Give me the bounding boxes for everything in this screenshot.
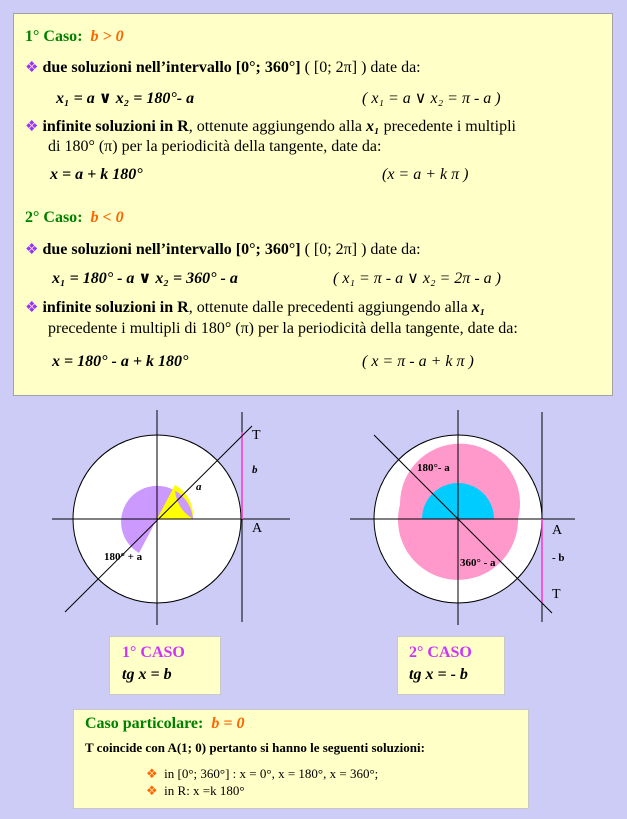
- case2-heading: [25, 209, 124, 227]
- special-item1: [146, 766, 378, 782]
- case1-condition: b > 0: [90, 28, 124, 45]
- caption1-box: [109, 636, 221, 695]
- special-item2-text: in R: x =k 180°: [164, 783, 245, 798]
- caption2-formula: tg x = - b: [409, 666, 468, 683]
- case2-condition: b < 0: [90, 209, 124, 226]
- special-item1-text: in [0°; 360°] : x = 0°, x = 180°, x = 360°;: [164, 766, 379, 781]
- case1-formula2: x = a + k 180°: [50, 166, 143, 183]
- case2-formula2: x = 180° - a + k 180°: [52, 353, 189, 370]
- diagram1-label-T: T: [252, 428, 261, 443]
- case1-bullet2: [25, 117, 516, 136]
- special-case-box: [73, 709, 529, 809]
- diagram2-label-minus-b: - b: [552, 552, 565, 564]
- case2-formula2-alt: ( x = π - a + k π ): [362, 353, 474, 370]
- diamond-bullet-icon: ❖: [25, 242, 39, 258]
- special-text: T coincide con A(1; 0) pertanto si hanno le seguenti soluzioni:: [85, 740, 425, 755]
- case1-bullet2-bold-a: infinite soluzioni in R: [42, 118, 189, 135]
- diagram2-label-360a: 360° - a: [460, 557, 496, 569]
- case1-bullet1: [25, 58, 421, 77]
- diamond-bullet-icon: ❖: [146, 783, 158, 798]
- case1-bullet2-bold-b: x₁: [365, 118, 380, 135]
- diagram2-label-T: T: [552, 587, 561, 602]
- case1-formula1-alt: ( x₁ = a ∨ x₂ = π - a ): [362, 90, 501, 107]
- case2-title: 2° Caso: [25, 209, 78, 226]
- diagram2-label-180a: 180°- a: [417, 462, 450, 474]
- diagram1-label-180a: 180° + a: [104, 551, 143, 563]
- caption2-title: 2° CASO: [409, 644, 472, 661]
- case1-bullet2-line2: di 180° (π) per la periodicità della tangente, date da:: [48, 138, 382, 155]
- case1-bullet2-rest-b: precedente i multipli: [379, 118, 516, 135]
- case2-formula1-alt: ( x₁ = π - a ∨ x₂ = 2π - a ): [333, 270, 501, 287]
- case2-title-sep: :: [77, 209, 83, 226]
- special-heading: [85, 715, 244, 733]
- caption1-formula: tg x = b: [122, 666, 172, 683]
- case2-bullet1-bold: due soluzioni nell’intervallo [0°; 360°]: [42, 241, 301, 258]
- case2-bullet1-rest: ( [0; 2π] ) date da:: [300, 241, 421, 258]
- case1-title: 1° Caso: [25, 28, 78, 45]
- caption1-title: 1° CASO: [122, 644, 185, 661]
- diagram2-label-A: A: [552, 523, 563, 538]
- special-title: Caso particolare:: [85, 715, 204, 732]
- diamond-bullet-icon: ❖: [25, 60, 39, 76]
- case1-bullet1-bold: due soluzioni nell’intervallo [0°; 360°]: [42, 59, 301, 76]
- diamond-bullet-icon: ❖: [146, 766, 158, 781]
- case1-title-sep: :: [77, 28, 83, 45]
- diamond-bullet-icon: ❖: [25, 300, 39, 316]
- case2-bullet2-bold-a: infinite soluzioni in R: [42, 299, 189, 316]
- case2-bullet1: [25, 240, 421, 259]
- diagram1-label-b: b: [252, 464, 258, 476]
- case1-bullet2-rest-a: , ottenute aggiungendo alla: [188, 118, 366, 135]
- diamond-bullet-icon: ❖: [25, 119, 39, 135]
- case2-bullet2-bold-b: x₁: [471, 299, 486, 316]
- special-item2: [146, 783, 245, 799]
- case2-bullet2-line2: precedente i multipli di 180° (π) per la periodicità della tangente, date da:: [48, 320, 518, 337]
- caption2-box: [397, 636, 505, 695]
- case2-bullet2: [25, 298, 485, 317]
- diagram1-label-a: a: [196, 481, 202, 493]
- case1-bullet1-rest: ( [0; 2π] ) date da:: [300, 59, 421, 76]
- case2-bullet2-rest-a: , ottenute dalle precedenti aggiungendo alla: [188, 299, 472, 316]
- case1-heading: [25, 28, 124, 46]
- case1-formula1: x₁ = a ∨ x₂ = 180°- a: [56, 90, 195, 107]
- diagram1-label-A: A: [252, 521, 263, 536]
- special-condition: b = 0: [211, 715, 245, 732]
- case1-formula2-alt: (x = a + k π ): [382, 166, 469, 183]
- diagram2-unit-circle: [345, 405, 585, 625]
- case2-formula1: x₁ = 180° - a ∨ x₂ = 360° - a: [52, 270, 238, 287]
